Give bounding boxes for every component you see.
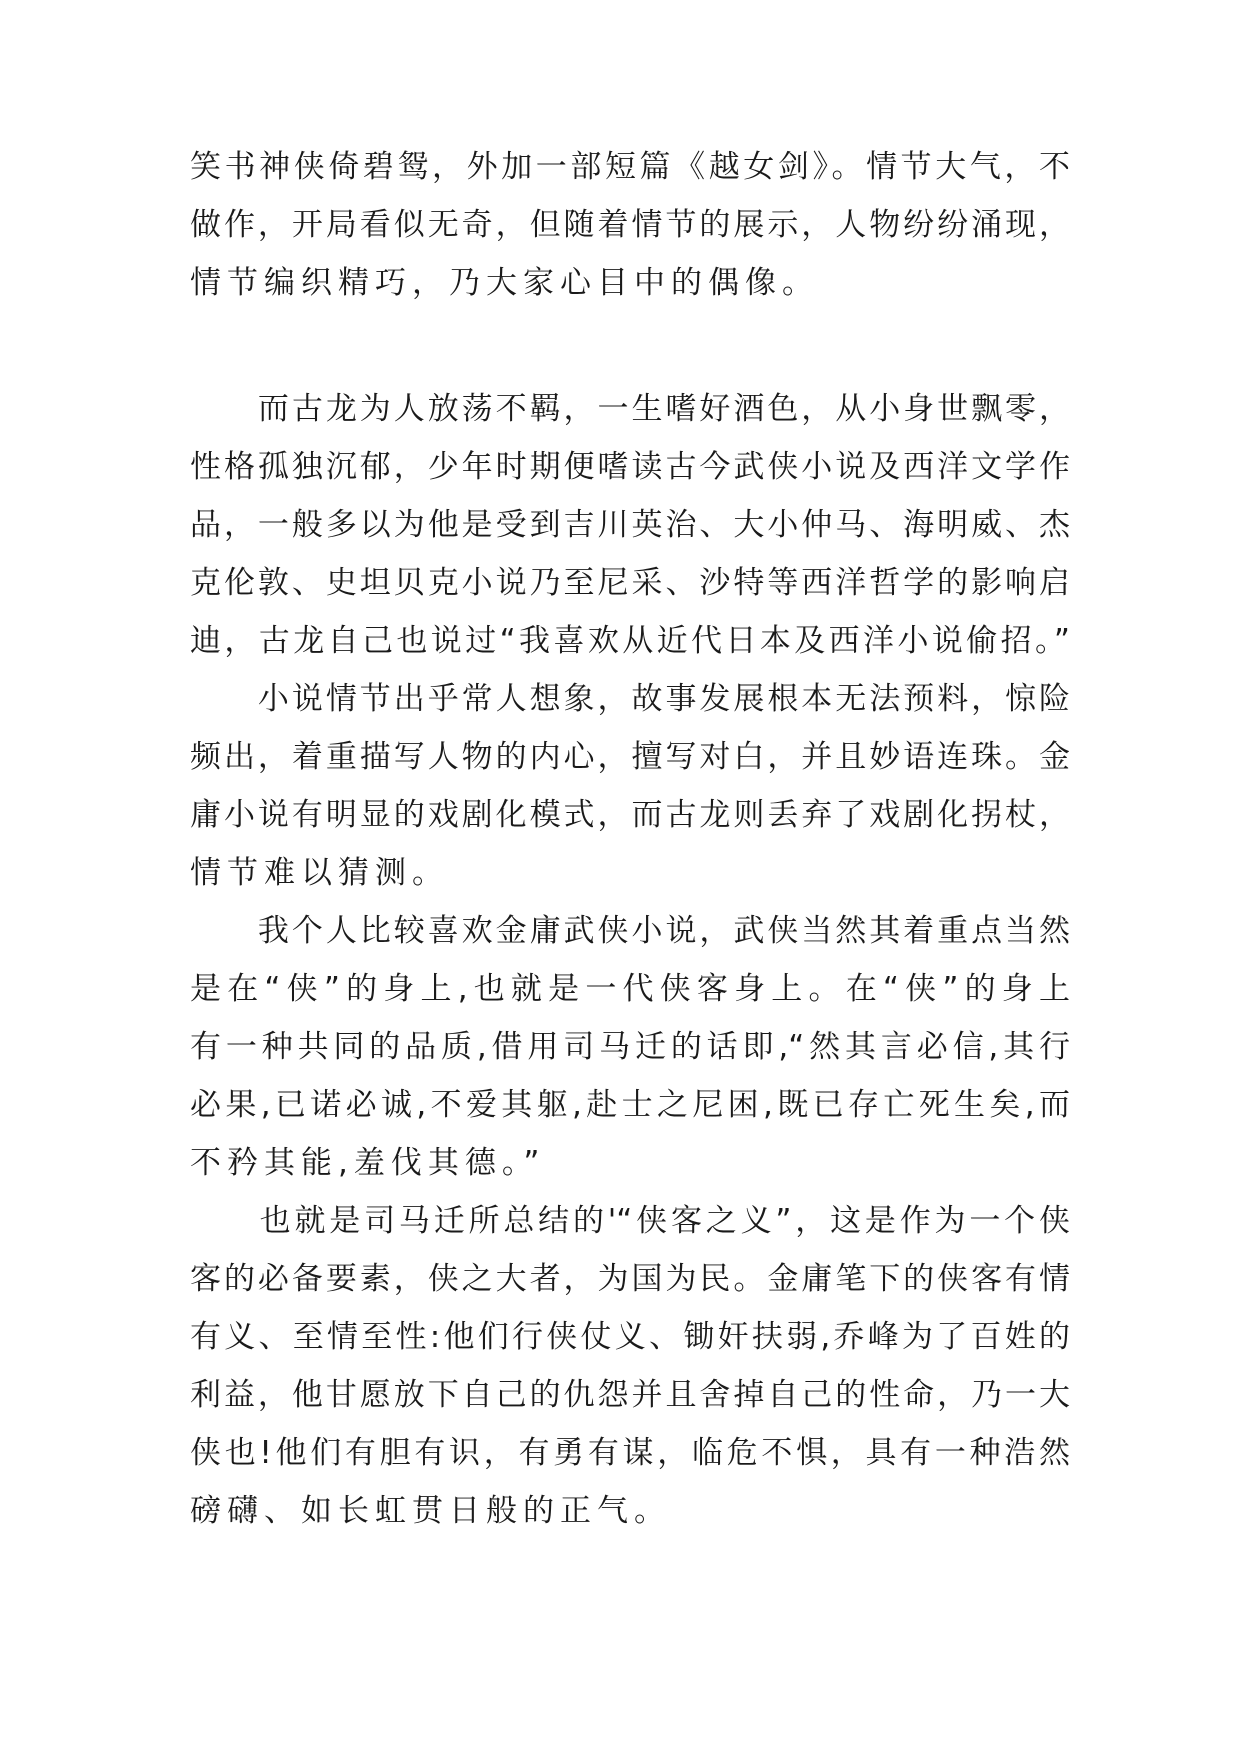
text-line: 频出，着重描写人物的内心，擅写对白，并且妙语连珠。金 (190, 739, 1070, 775)
text-line: 有一种共同的品质,借用司马迁的话即,“然其言必信,其行 (190, 1029, 1070, 1065)
text-line: 必果,已诺必诚,不爱其躯,赴士之尼困,既已存亡死生矣,而 (190, 1087, 1070, 1123)
text-line: 也就是司马迁所总结的'“侠客之义”，这是作为一个侠 (190, 1203, 1070, 1239)
text-line: 情节编织精巧，乃大家心目中的偶像。 (190, 265, 819, 301)
text-line: 克伦敦、史坦贝克小说乃至尼采、沙特等西洋哲学的影响启 (190, 565, 1070, 601)
text-line: 做作，开局看似无奇，但随着情节的展示，人物纷纷涌现， (190, 207, 1070, 243)
text-line: 磅礴、如长虹贯日般的正气。 (190, 1493, 671, 1529)
text-line: 而古龙为人放荡不羁，一生嗜好酒色，从小身世飘零， (190, 391, 1070, 427)
text-line: 是在“侠”的身上,也就是一代侠客身上。在“侠”的身上 (190, 971, 1070, 1007)
text-line: 情节难以猜测。 (190, 855, 449, 891)
text-line: 侠也!他们有胆有识，有勇有谋，临危不惧，具有一种浩然 (190, 1435, 1070, 1471)
text-line: 迪，古龙自己也说过“我喜欢从近代日本及西洋小说偷招。” (190, 623, 1070, 659)
text-line: 笑书神侠倚碧鸳，外加一部短篇《越女剑》。情节大气，不 (190, 149, 1070, 185)
text-line: 有义、至情至性:他们行侠仗义、锄奸扶弱,乔峰为了百姓的 (190, 1319, 1070, 1355)
text-line: 小说情节出乎常人想象，故事发展根本无法预料，惊险 (190, 681, 1070, 717)
text-line: 利益，他甘愿放下自己的仇怨并且舍掉自己的性命，乃一大 (190, 1377, 1070, 1413)
text-line: 我个人比较喜欢金庸武侠小说，武侠当然其着重点当然 (190, 913, 1070, 949)
text-line: 不矜其能,羞伐其德。” (190, 1145, 546, 1181)
text-line: 庸小说有明显的戏剧化模式，而古龙则丢弃了戏剧化拐杖， (190, 797, 1070, 833)
text-line: 性格孤独沉郁，少年时期便嗜读古今武侠小说及西洋文学作 (190, 449, 1070, 485)
text-line: 客的必备要素，侠之大者，为国为民。金庸笔下的侠客有情 (190, 1261, 1070, 1297)
text-line: 品，一般多以为他是受到吉川英治、大小仲马、海明威、杰 (190, 507, 1070, 543)
